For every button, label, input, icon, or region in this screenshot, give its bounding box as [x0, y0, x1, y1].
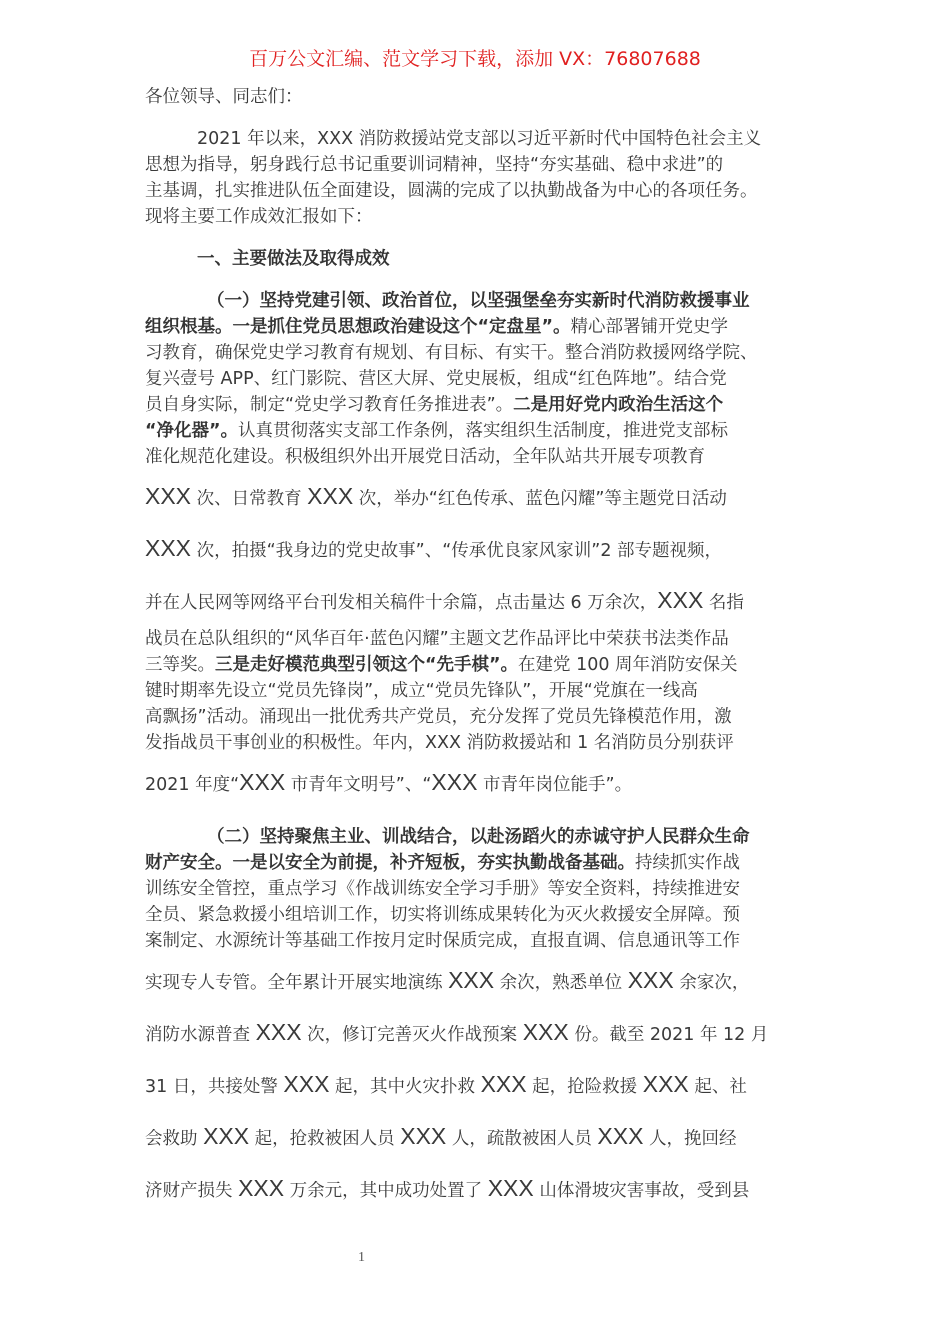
- paragraph-line: 准化规范化建设。积极组织外出开展党日活动，全年队站共开展专项教育: [145, 447, 705, 467]
- paragraph-line: 济财产损失 XXX 万余元，其中成功处置了 XXX 山体滑坡灾害事故，受到县: [145, 1175, 750, 1201]
- paragraph-line: 复兴壹号 APP、红门影院、营区大屏、党史展板，组成“红色阵地”。结合党: [145, 369, 727, 389]
- intro-line: 现将主要工作成效汇报如下：: [145, 207, 373, 227]
- paragraph-line: 习教育，确保党史学习教育有规划、有目标、有实干。整合消防救援网络学院、: [145, 343, 758, 363]
- section-heading: 一、主要做法及取得成效: [197, 249, 390, 269]
- paragraph-line: 会救助 XXX 起，抢救被困人员 XXX 人，疏散被困人员 XXX 人，挽回经: [145, 1123, 737, 1149]
- paragraph-line: 全员、紧急救援小组培训工作，切实将训练成果转化为灭火救援安全屏障。预: [145, 905, 740, 925]
- paragraph-line: 三等奖。三是走好模范典型引领这个“先手棋”。在建党 100 周年消防安保关: [145, 655, 738, 675]
- paragraph-line: 实现专人专管。全年累计开展实地演练 XXX 余次，熟悉单位 XXX 余家次，: [145, 967, 750, 993]
- page-number: 1: [358, 1250, 365, 1265]
- paragraph-line: 发指战员干事创业的积极性。年内，XXX 消防救援站和 1 名消防员分别获评: [145, 733, 734, 753]
- part2-heading: （二）坚持聚焦主业、训战结合，以赴汤蹈火的赤诚守护人民群众生命: [207, 827, 750, 847]
- paragraph-line: 键时期率先设立“党员先锋岗”，成立“党员先锋队”，开展“党旗在一线高: [145, 681, 698, 701]
- paragraph-line: 并在人民网等网络平台刊发相关稿件十余篇，点击量达 6 万余次，XXX 名指: [145, 587, 744, 613]
- banner-text: 百万公文汇编、范文学习下载，添加 VX：76807688: [249, 48, 701, 70]
- paragraph-line: XXX 次，拍摄“我身边的党史故事”、“传承优良家风家训”2 部专题视频，: [145, 535, 723, 561]
- paragraph-line: 2021 年度“XXX 市青年文明号”、“XXX 市青年岗位能手”。: [145, 769, 633, 795]
- paragraph-line: 训练安全管控，重点学习《作战训练安全学习手册》等安全资料，持续推进安: [145, 879, 740, 899]
- paragraph-line: 消防水源普查 XXX 次，修订完善灭火作战预案 XXX 份。截至 2021 年 12 月: [145, 1019, 769, 1045]
- document-body: [145, 84, 805, 1214]
- paragraph-line: 案制定、水源统计等基础工作按月定时保质完成，直报直调、信息通讯等工作: [145, 931, 740, 951]
- intro-line: 思想为指导，躬身践行总书记重要训词精神，坚持“夯实基础、稳中求进”的: [145, 155, 724, 175]
- salutation: 各位领导、同志们：: [145, 87, 303, 107]
- part1-heading: （一）坚持党建引领、政治首位，以坚强堡垒夯实新时代消防救援事业: [207, 291, 750, 311]
- paragraph-line: 31 日，共接处警 XXX 起，其中火灾扑救 XXX 起，抢险救援 XXX 起、社: [145, 1071, 747, 1097]
- paragraph-line: 战员在总队组织的“风华百年·蓝色闪耀”主题文艺作品评比中荣获书法类作品: [145, 629, 729, 649]
- intro-line: 主基调，扎实推进队伍全面建设，圆满的完成了以执勤战备为中心的各项任务。: [145, 181, 758, 201]
- paragraph-line: 员自身实际，制定“党史学习教育任务推进表”。二是用好党内政治生活这个: [145, 395, 724, 415]
- paragraph-line: XXX 次、日常教育 XXX 次，举办“红色传承、蓝色闪耀”等主题党日活动: [145, 483, 727, 509]
- paragraph-line: “净化器”。认真贯彻落实支部工作条例，落实组织生活制度，推进党支部标: [145, 421, 729, 441]
- intro-line: 2021 年以来，XXX 消防救援站党支部以习近平新时代中国特色社会主义: [197, 129, 762, 149]
- paragraph-line: 财产安全。一是以安全为前提，补齐短板，夯实执勤战备基础。持续抓实作战: [145, 853, 740, 873]
- paragraph-line: 高飘扬”活动。涌现出一批优秀共产党员，充分发挥了党员先锋模范作用，激: [145, 707, 732, 727]
- paragraph-line: 组织根基。一是抓住党员思想政治建设这个“定盘星”。精心部署铺开党史学: [145, 317, 729, 337]
